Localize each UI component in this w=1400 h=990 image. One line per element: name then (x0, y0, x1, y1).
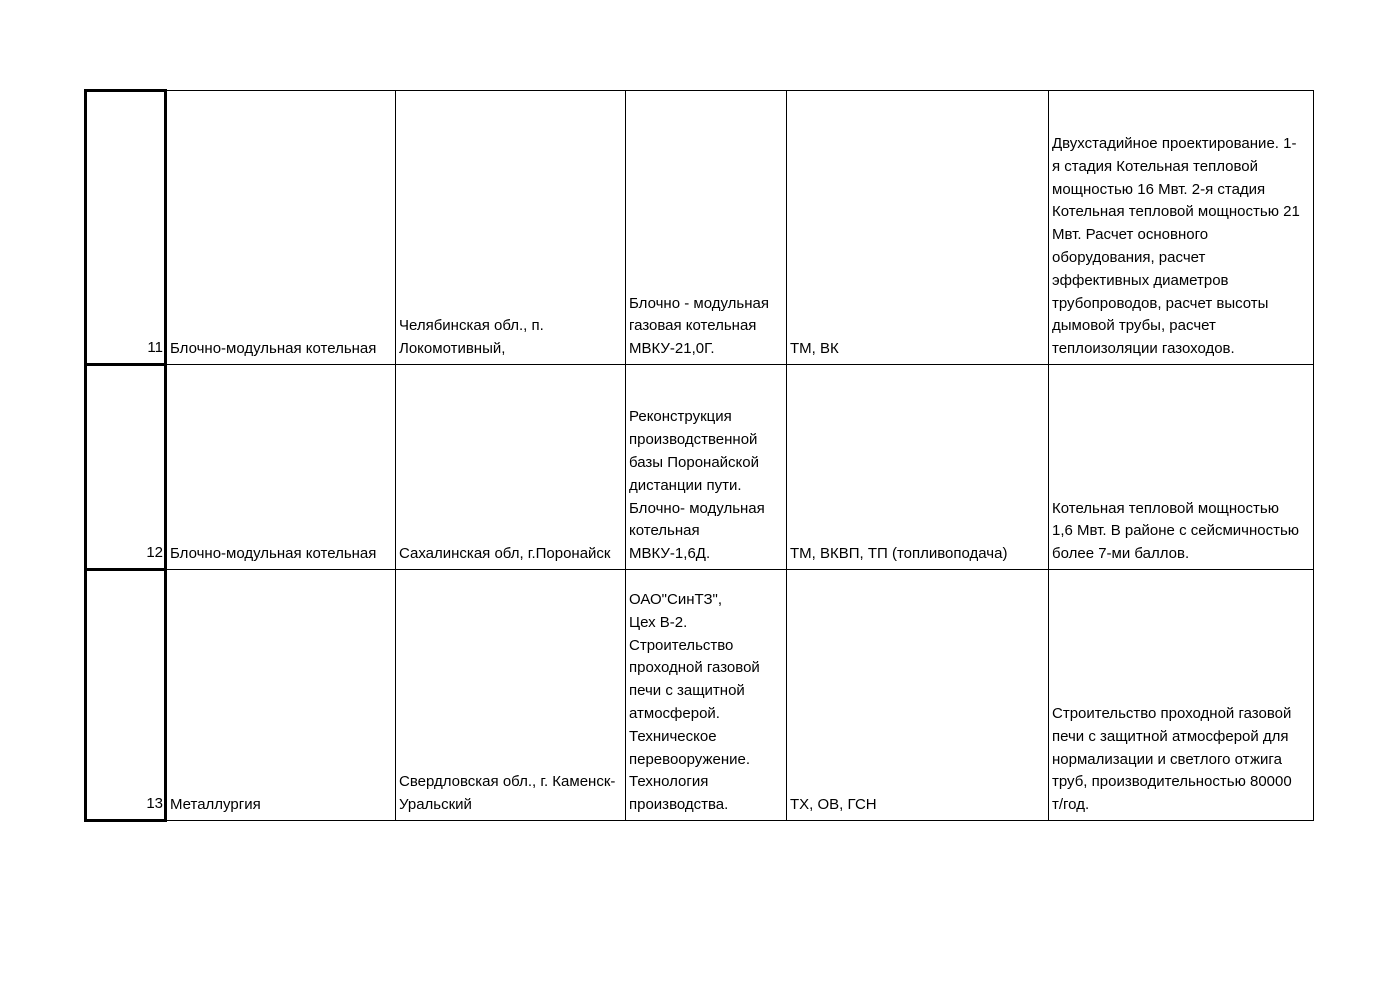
location (396, 91, 626, 365)
description-line: Котельная тепловой мощностью 21 (1052, 203, 1300, 221)
object-line: котельная (629, 522, 700, 540)
description-line: Строительство проходной газовой (1052, 705, 1292, 723)
description-line: оборудования, расчет (1052, 249, 1206, 267)
object-line: базы Поронайской (629, 454, 760, 472)
location-line: Локомотивный, (399, 340, 506, 358)
row-number: 11 (86, 91, 166, 365)
description-line: трубопроводов, расчет высоты (1052, 294, 1269, 312)
object-type: Блочно-модульная котельная (166, 91, 396, 365)
object-name (626, 91, 787, 365)
description (1049, 365, 1314, 570)
object-name (626, 570, 787, 821)
object-line: МВКУ-21,0Г. (629, 340, 715, 358)
row-number: 13 (86, 570, 166, 821)
object-line: Строительство (629, 636, 734, 654)
description-line: т/год. (1052, 796, 1090, 814)
location-line: Свердловская обл., г. Каменск- (399, 773, 616, 791)
object-line: перевооружение. (629, 750, 751, 768)
object-type: Металлургия (166, 570, 396, 821)
description (1049, 570, 1314, 821)
object-line: проходной газовой (629, 659, 760, 677)
object-type: Блочно-модульная котельная (166, 365, 396, 570)
description-line: печи с защитной атмосферой для (1052, 727, 1289, 745)
location-line: Уральский (399, 796, 472, 814)
description-line: нормализации и светлого отжига (1052, 750, 1282, 768)
object-line: Техническое (629, 727, 717, 745)
object-line: Блочно- модульная (629, 499, 765, 517)
description-line: 1,6 Мвт. В районе с сейсмичностью (1052, 522, 1300, 540)
design-sections: ТХ, ОВ, ГСН (787, 570, 1049, 821)
table-row (86, 91, 1314, 365)
location (396, 365, 626, 570)
object-line: атмосферой. (629, 705, 720, 723)
table-row (86, 570, 1314, 821)
object-line: Технология (629, 773, 709, 791)
object-line: газовая котельная (629, 317, 757, 335)
location (396, 570, 626, 821)
description-line: труб, производительностью 80000 (1052, 773, 1292, 791)
object-name (626, 365, 787, 570)
object-line: Блочно - модульная (629, 294, 769, 312)
object-line: производства. (629, 796, 729, 814)
description-line: Мвт. Расчет основного (1052, 226, 1209, 244)
object-line: МВКУ-1,6Д. (629, 545, 711, 563)
object-line: дистанции пути. (629, 476, 742, 494)
design-sections: ТМ, ВКВП, ТП (топливоподача) (787, 365, 1049, 570)
object-line: печи с защитной (629, 682, 745, 700)
description-line: дымовой трубы, расчет (1052, 317, 1216, 335)
description-line: эффективных диаметров (1052, 271, 1229, 289)
object-line: Реконструкция (629, 408, 732, 426)
description-line: я стадия Котельная тепловой (1052, 157, 1258, 175)
row-number: 12 (86, 365, 166, 570)
object-line: ОАО"СинТЗ", (629, 591, 723, 609)
description-line: более 7-ми баллов. (1052, 545, 1190, 563)
description-line: теплоизоляции газоходов. (1052, 340, 1235, 358)
location-line: Сахалинская обл, г.Поронайск (399, 545, 611, 563)
object-line: производственной (629, 431, 758, 449)
location-line: Челябинская обл., п. (399, 317, 544, 335)
description-line: Двухстадийное проектирование. 1- (1052, 135, 1297, 153)
description-line: мощностью 16 Мвт. 2-я стадия (1052, 180, 1266, 198)
table-row (86, 365, 1314, 570)
description (1049, 91, 1314, 365)
design-sections: ТМ, ВК (787, 91, 1049, 365)
object-line: Цех В-2. (629, 613, 688, 631)
description-line: Котельная тепловой мощностью (1052, 499, 1279, 517)
projects-table (84, 89, 1314, 822)
